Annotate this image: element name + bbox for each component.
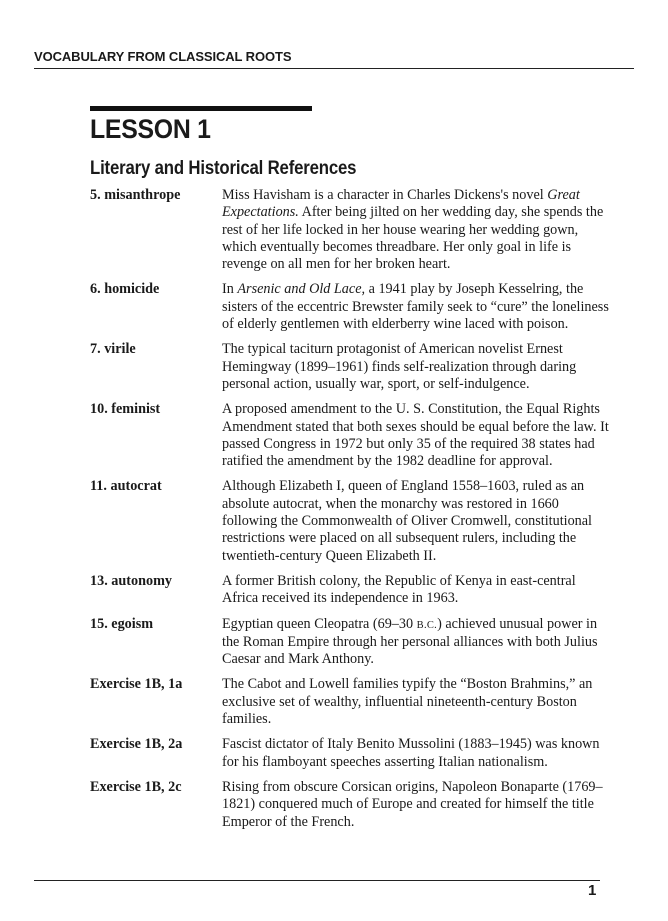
definition-text: Fascist dictator of Italy Benito Mussolini (1883–1945) was known for his flamboyant speeches asserting Italian nationalism. bbox=[222, 736, 600, 770]
entry-definition bbox=[222, 478, 610, 564]
entry-definition bbox=[222, 736, 610, 771]
small-caps-text: B.C. bbox=[416, 619, 438, 631]
reference-entry bbox=[90, 779, 610, 831]
lesson-title: LESSON 1 bbox=[90, 114, 211, 144]
reference-entry bbox=[90, 616, 610, 669]
lesson-title-bar bbox=[90, 106, 312, 111]
running-head: VOCABULARY FROM CLASSICAL ROOTS bbox=[34, 49, 292, 64]
reference-entry bbox=[90, 401, 610, 470]
definition-text: Rising from obscure Corsican origins, Napoleon Bonaparte (1769–1821) conquered much of Europe and created for himself the title Emperor of the French. bbox=[222, 778, 603, 830]
reference-entry bbox=[90, 478, 610, 564]
entry-term: 6. homicide bbox=[90, 281, 160, 298]
section-heading: Literary and Historical References bbox=[90, 157, 357, 179]
reference-list bbox=[90, 187, 610, 839]
entry-term: 15. egoism bbox=[90, 615, 154, 632]
entry-definition bbox=[222, 401, 610, 470]
reference-entry bbox=[90, 187, 610, 273]
reference-entry bbox=[90, 676, 610, 728]
reference-entry bbox=[90, 573, 610, 608]
definition-text: After being jilted on her wedding day, she spends the rest of her life locked in her house wearing her wedding gown, which eventually becomes threadbare. Her only goal in life is revenge on all men for her broken heart. bbox=[222, 204, 604, 273]
entry-definition bbox=[222, 187, 610, 273]
entry-definition bbox=[222, 616, 610, 669]
definition-text: a 1941 play by Joseph Kesselring, the sisters of the eccentric Brewster family seek to “cure” the loneliness of elderly gentlemen with elderberry wine laced with poison. bbox=[222, 281, 609, 333]
definition-text: Although Elizabeth I, queen of England 1558–1603, ruled as an absolute autocrat, when the monarchy was restored in 1660 following the Commonwealth of Oliver Cromwell, constitutional restrictions were placed on all subsequent rulers, including the twentieth-century Queen Elizabeth II. bbox=[222, 478, 593, 564]
entry-term: 11. autocrat bbox=[90, 478, 162, 495]
entry-definition bbox=[222, 573, 610, 608]
italic-title: Great Expectations. bbox=[222, 187, 580, 221]
definition-text: A former British colony, the Republic of Kenya in east-central Africa received its independence in 1963. bbox=[222, 572, 576, 607]
italic-title: Arsenic and Old Lace, bbox=[237, 281, 366, 298]
entry-definition bbox=[222, 281, 610, 333]
definition-text: Miss Havisham is a character in Charles Dickens's novel bbox=[222, 187, 548, 203]
definition-text: A proposed amendment to the U. S. Constitution, the Equal Rights Amendment stated that both sexes should be equal before the law. It passed Congress in 1972 but only 35 of the required 38 states had ratified the amendment by the 1982 deadline for approval. bbox=[222, 401, 609, 470]
definition-text: The Cabot and Lowell families typify the “Boston Brahmins,” an exclusive set of wealthy, influential nineteenth-century Boston families. bbox=[222, 676, 593, 728]
entry-term: Exercise 1B, 2a bbox=[90, 736, 183, 753]
reference-entry bbox=[90, 281, 610, 333]
entry-definition bbox=[222, 341, 610, 393]
footer-rule bbox=[34, 880, 600, 881]
definition-text: Egyptian queen Cleopatra (69–30 bbox=[222, 615, 417, 632]
definition-text: The typical taciturn protagonist of American novelist Ernest Hemingway (1899–1961) finds self-realization through daring personal action, usually war, sport, or self-indulgence. bbox=[222, 341, 577, 392]
definition-text: In bbox=[222, 281, 238, 298]
entry-term: 10. feminist bbox=[90, 401, 161, 418]
entry-term: 7. virile bbox=[90, 341, 136, 358]
entry-term: 13. autonomy bbox=[90, 572, 172, 589]
entry-term: Exercise 1B, 2c bbox=[90, 778, 182, 795]
entry-term: 5. misanthrope bbox=[90, 187, 181, 203]
entry-definition bbox=[222, 676, 610, 728]
entry-term: Exercise 1B, 1a bbox=[90, 676, 183, 693]
entry-definition bbox=[222, 779, 610, 831]
header-rule bbox=[34, 68, 634, 69]
reference-entry bbox=[90, 341, 610, 393]
definition-text: ) achieved unusual power in the Roman Empire through her personal alliances with both Julius Caesar and Mark Anthony. bbox=[222, 615, 598, 668]
page-number: 1 bbox=[588, 882, 597, 899]
reference-entry bbox=[90, 736, 610, 771]
